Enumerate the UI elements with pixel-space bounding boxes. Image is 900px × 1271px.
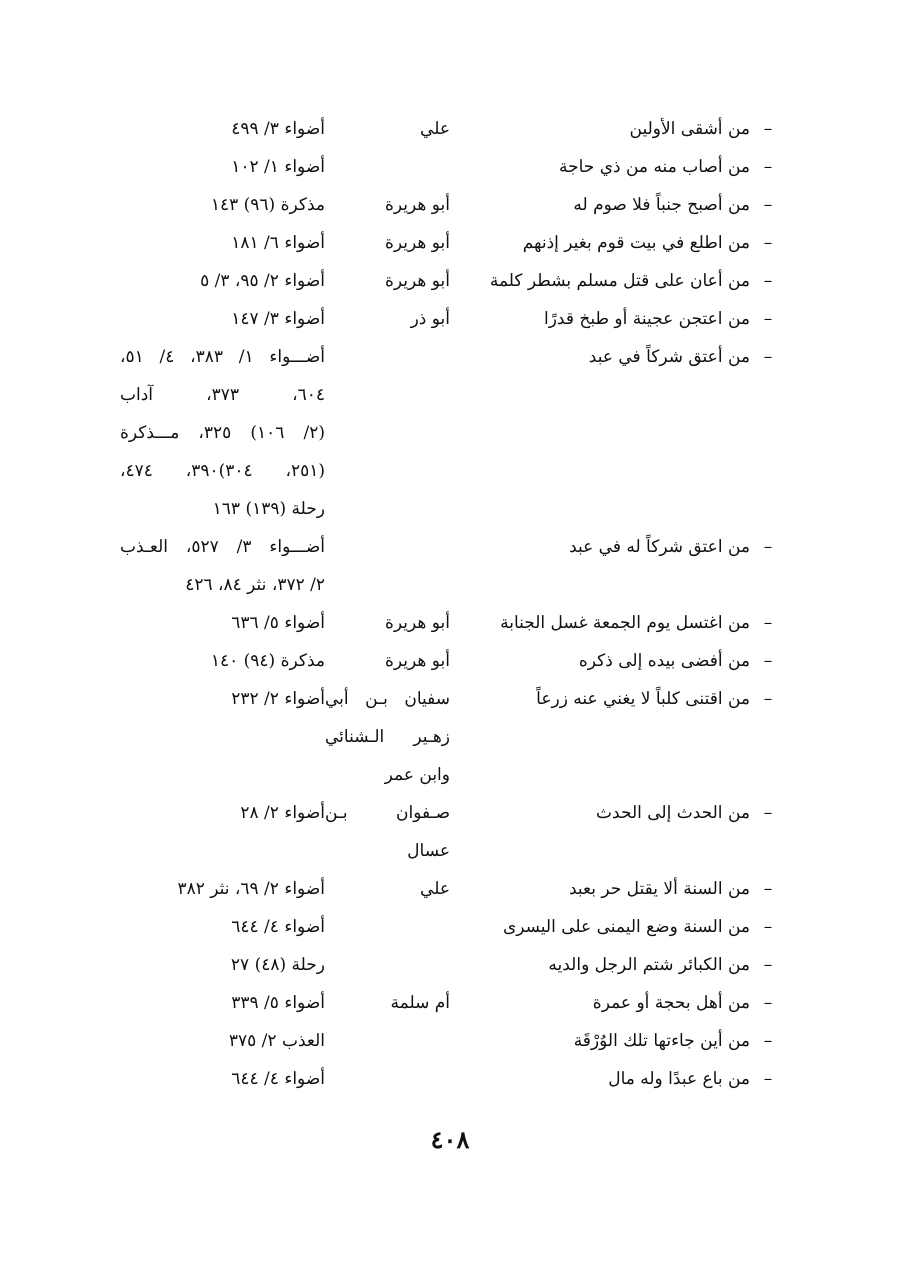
entry-narrator-line: وابن عمر: [384, 765, 450, 785]
entry-narrator-line: عسال: [407, 841, 450, 861]
entry-dash: –: [763, 195, 773, 215]
index-entry: [0, 604, 900, 642]
entry-dash: –: [763, 347, 773, 367]
entry-text: من اقتنى كلباً لا يغني عنه زرعاً: [536, 689, 750, 709]
entry-source: مذكرة (٩٦) ١٤٣: [210, 195, 325, 215]
entry-text: من الكبائر شتم الرجل والديه: [548, 955, 750, 975]
index-entry: [0, 338, 900, 528]
entry-dash: –: [763, 271, 773, 291]
entry-dash: –: [763, 955, 773, 975]
index-entry: [0, 870, 900, 908]
entry-dash: –: [763, 1069, 773, 1089]
index-entry: [0, 642, 900, 680]
entry-narrator: [325, 1022, 450, 1060]
entry-text: من أين جاءتها تلك الوُرْقَة: [573, 1031, 750, 1051]
entry-narrator: أبو هريرة: [384, 233, 450, 253]
index-entry: [0, 528, 900, 604]
entry-dash: –: [763, 689, 773, 709]
index-entry: [0, 262, 900, 300]
entry-text: من أشقى الأولين: [629, 119, 750, 139]
entry-dash: –: [763, 879, 773, 899]
entry-dash: –: [763, 613, 773, 633]
entry-narrator-line: سفيان بـن أبي: [325, 689, 450, 709]
index-entry: [0, 680, 900, 794]
entry-narrator: أبو هريرة: [384, 651, 450, 671]
entry-narrator: [325, 528, 450, 566]
entry-source-line: (٢/ ١٠٦) ٣٢٥، مـــذكرة: [120, 423, 325, 443]
entry-source: مذكرة (٩٤) ١٤٠: [210, 651, 325, 671]
entry-dash: –: [763, 537, 773, 557]
entry-source: رحلة (٤٨) ٢٧: [230, 955, 325, 975]
entry-narrator: علي: [420, 879, 450, 899]
entry-dash: –: [763, 233, 773, 253]
entry-source-line: أضـــواء ٣/ ٥٢٧، العـذب: [120, 537, 325, 557]
entry-text: من اطلع في بيت قوم بغير إذنهم: [522, 233, 750, 253]
entry-dash: –: [763, 917, 773, 937]
entry-narrator: علي: [420, 119, 450, 139]
entry-text: من السنة ألا يقتل حر بعبد: [568, 879, 750, 899]
entry-dash: –: [763, 651, 773, 671]
index-entry: [0, 1022, 900, 1060]
entry-narrator-line: زهـير الـشنائي: [325, 727, 450, 747]
entry-narrator: [325, 338, 450, 376]
entry-source-line: رحلة (١٣٩) ١٦٣: [212, 499, 325, 519]
page-number: ٤٠٨: [430, 1125, 470, 1154]
entry-narrator: [325, 148, 450, 186]
entry-source: أضواء ٢/ ٢٣٢: [231, 689, 325, 709]
entry-source-line: ٦٠٤، ٣٧٣، آداب: [120, 385, 325, 405]
index-entry: [0, 300, 900, 338]
entry-text: من باع عبدًا وله مال: [608, 1069, 750, 1089]
index-entry: [0, 984, 900, 1022]
entry-narrator: أبو ذر: [410, 309, 450, 329]
index-entry: [0, 224, 900, 262]
hadith-index-list: [0, 110, 900, 1098]
entry-text: من أفضى بيده إلى ذكره: [578, 651, 750, 671]
entry-source: أضواء ٢/ ٦٩، نثر ٣٨٢: [177, 879, 325, 899]
entry-text: من أصاب منه من ذي حاجة: [559, 157, 750, 177]
index-entry: [0, 148, 900, 186]
entry-narrator: أبو هريرة: [384, 271, 450, 291]
entry-narrator: [325, 908, 450, 946]
entry-dash: –: [763, 993, 773, 1013]
index-entry: [0, 794, 900, 870]
entry-dash: –: [763, 157, 773, 177]
entry-source: أضواء ٢/ ٩٥، ٣/ ٥: [200, 271, 325, 291]
entry-source: أضواء ٥/ ٣٣٩: [231, 993, 325, 1013]
entry-source: أضواء ٦/ ١٨١: [231, 233, 325, 253]
entry-source: أضواء ٣/ ٤٩٩: [231, 119, 325, 139]
entry-source: أضواء ١/ ١٠٢: [231, 157, 325, 177]
entry-source: أضواء ٣/ ١٤٧: [231, 309, 325, 329]
entry-dash: –: [763, 309, 773, 329]
entry-text: من اعتق شركاً له في عبد: [569, 537, 750, 557]
entry-source: أضواء ٥/ ٦٣٦: [231, 613, 325, 633]
entry-narrator: أبو هريرة: [384, 613, 450, 633]
entry-dash: –: [763, 119, 773, 139]
entry-source-line: أضـــواء ١/ ٣٨٣، ٤/ ٥١،: [120, 347, 325, 367]
entry-dash: –: [763, 803, 773, 823]
entry-narrator: [325, 1060, 450, 1098]
entry-text: من أعتق شركاً في عبد: [588, 347, 750, 367]
entry-narrator: أبو هريرة: [384, 195, 450, 215]
entry-narrator-line: صـفوان بـن: [325, 803, 450, 823]
entry-narrator: أم سلمة: [390, 993, 450, 1013]
index-entry: [0, 946, 900, 984]
entry-source: العذب ٢/ ٣٧٥: [228, 1031, 325, 1051]
index-entry: [0, 186, 900, 224]
entry-text: من الحدث إلى الحدث: [596, 803, 750, 823]
entry-source-line: (٢٥١، ٣٠٤)٣٩٠، ٤٧٤،: [120, 461, 325, 481]
entry-text: من أعان على قتل مسلم بشطر كلمة: [489, 271, 750, 291]
entry-text: من السنة وضع اليمنى على اليسرى: [502, 917, 750, 937]
index-entry: [0, 110, 900, 148]
entry-text: من اعتجن عجينة أو طبخ قدرًا: [543, 309, 750, 329]
entry-text: من أصبح جنباً فلا صوم له: [573, 195, 750, 215]
entry-source-line: ٢/ ٣٧٢، نثر ٨٤، ٤٢٦: [185, 575, 325, 595]
entry-narrator: [325, 946, 450, 984]
index-entry: [0, 1060, 900, 1098]
entry-source: أضواء ٤/ ٦٤٤: [231, 917, 325, 937]
entry-source: أضواء ٤/ ٦٤٤: [231, 1069, 325, 1089]
entry-dash: –: [763, 1031, 773, 1051]
entry-text: من أهل بحجة أو عمرة: [592, 993, 750, 1013]
entry-text: من اغتسل يوم الجمعة غسل الجنابة: [500, 613, 750, 633]
index-entry: [0, 908, 900, 946]
entry-source: أضواء ٢/ ٢٨: [240, 803, 325, 823]
